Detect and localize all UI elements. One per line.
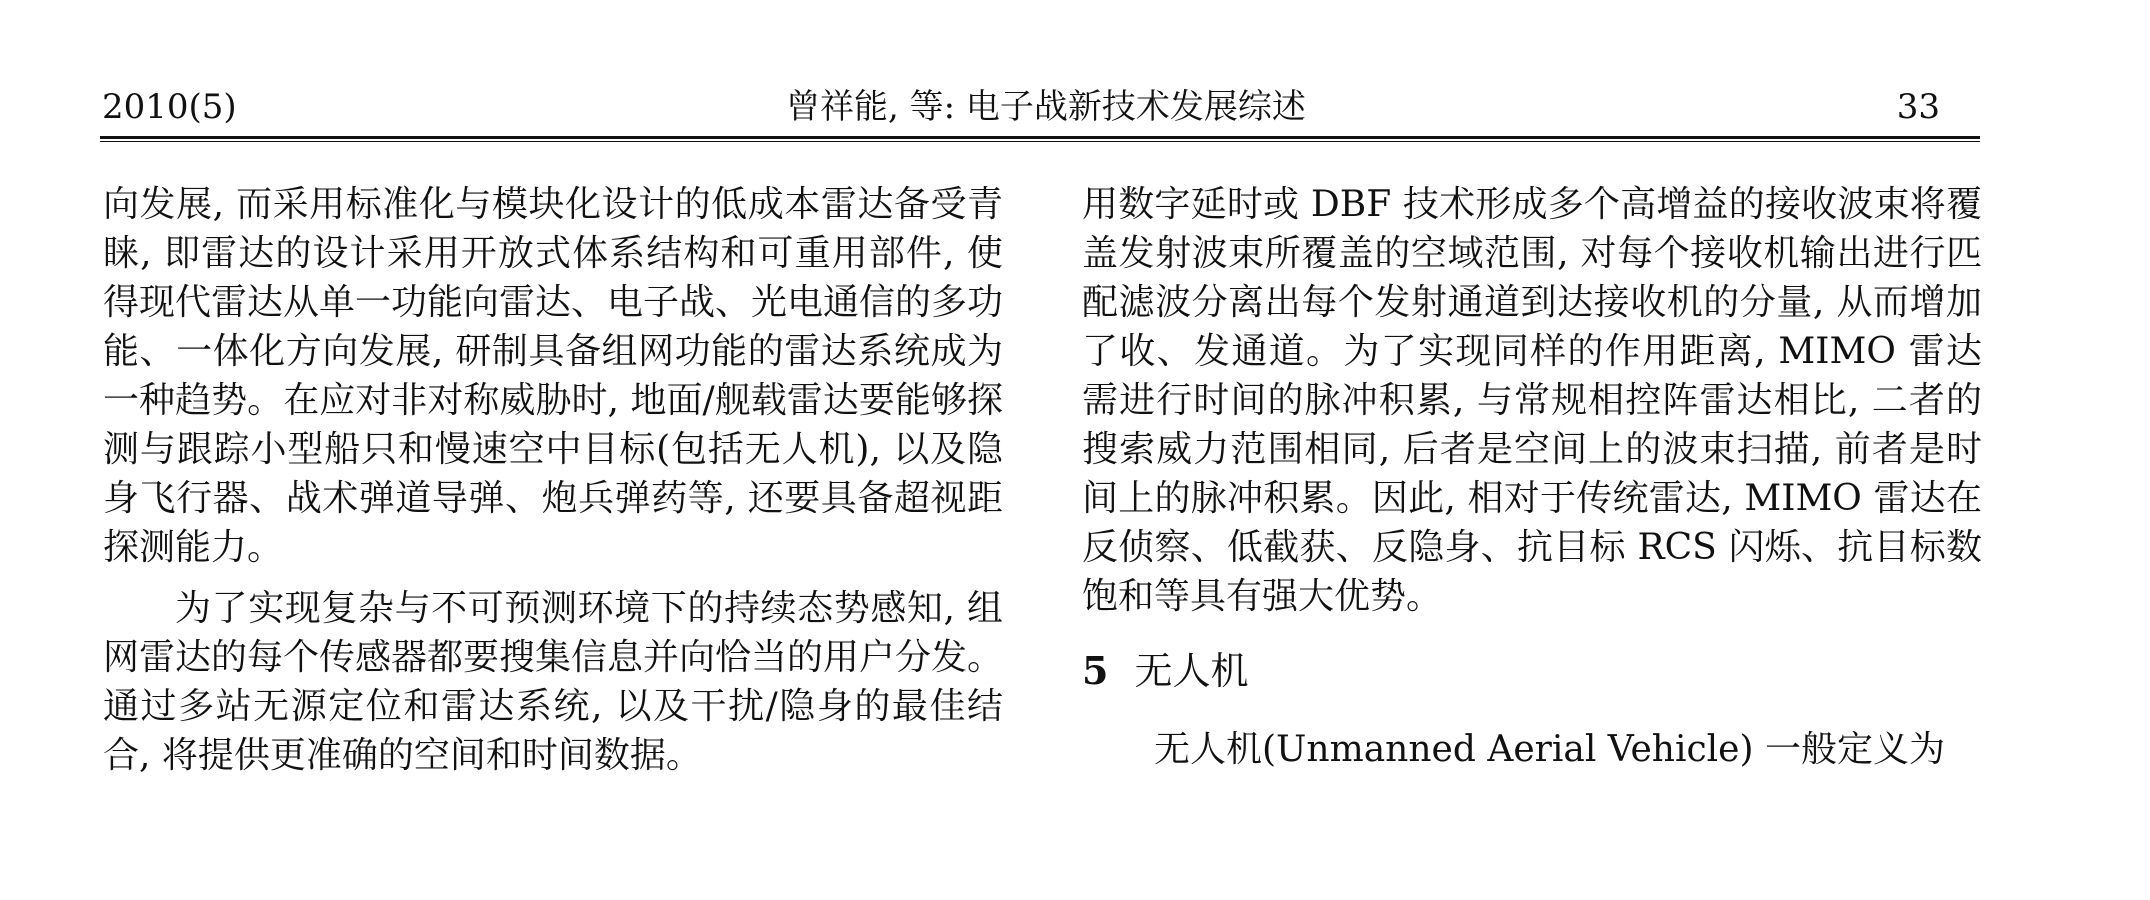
header-rule-thick (100, 136, 1980, 139)
running-title: 曾祥能, 等: 电子战新技术发展综述 (786, 87, 1306, 127)
body-paragraph: 无人机(Unmanned Aerial Vehicle) 一般定义为 (1154, 729, 1945, 770)
section-number: 5 (1082, 648, 1109, 693)
body-paragraph: 为了实现复杂与不可预测环境下的持续态势感知, 组网雷达的每个传感器都要搜集信息并向恰当的用户分发。通过多站无源定位和雷达系统, 以及干扰/隐身的最佳结合, 将提供更准确的空间和时间数据。 (103, 588, 1004, 776)
header-rule-thin (100, 141, 1980, 142)
running-header (100, 82, 1992, 132)
section-title: 无人机 (1134, 649, 1249, 693)
body-paragraph: 向发展, 而采用标准化与模块化设计的低成本雷达备受青睐, 即雷达的设计采用开放式体系结构和可重用部件, 使得现代雷达从单一功能向雷达、电子战、光电通信的多功能、一体化方向发展, 研制具备组网功能的雷达系统成为一种趋势。在应对非对称威胁时, 地面/舰载雷达要能够探测与跟踪小型船只和慢速空中目标(包括无人机), 以及隐身飞行器、战术弹道导弹、炮兵弹药等, 还要具备超视距探测能力。 (103, 184, 1004, 568)
left-column (103, 180, 1003, 780)
section-heading (1082, 645, 1982, 697)
body-paragraph: 用数字延时或 DBF 技术形成多个高增益的接收波束将覆盖发射波束所覆盖的空域范围, 对每个接收机输出进行匹配滤波分离出每个发射通道到达接收机的分量, 从而增加了收、发通道。为了实现同样的作用距离, MIMO 雷达需进行时间的脉冲积累, 与常规相控阵雷达相比, 二者的搜索威力范围相同, 后者是空间上的波束扫描, 前者是时间上的脉冲积累。因此, 相对于传统雷达, MIMO 雷达在反侦察、低截获、反隐身、抗目标 RCS 闪烁、抗目标数饱和等具有强大优势。 (1082, 184, 1982, 617)
journal-issue: 2010(5) (102, 87, 237, 127)
right-column (1082, 180, 1982, 774)
page-number: 33 (1896, 87, 1940, 127)
